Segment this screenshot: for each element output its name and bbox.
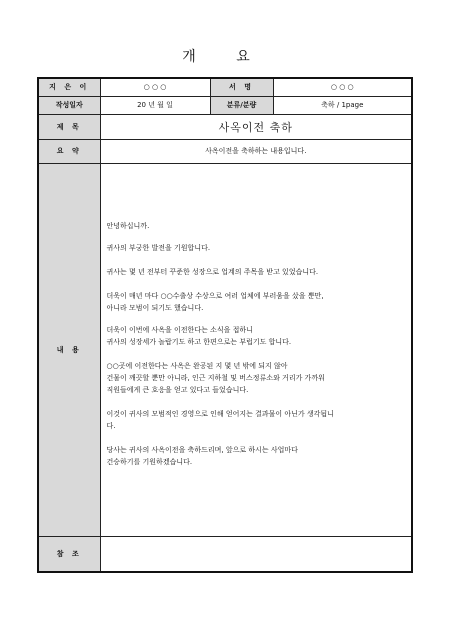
category-label: 분류/분량 xyxy=(210,96,273,114)
author-label: 지 은 이 xyxy=(38,78,100,96)
subject-label: 제 목 xyxy=(38,114,100,139)
date-row xyxy=(38,96,412,114)
author-value[interactable]: ○ ○ ○ xyxy=(100,78,210,96)
reference-row xyxy=(38,536,412,572)
content-paragraph xyxy=(107,360,406,396)
date-value[interactable]: 20 년 월 일 xyxy=(100,96,210,114)
sign-label: 서 명 xyxy=(210,78,273,96)
author-row xyxy=(38,78,412,96)
category-value[interactable]: 축하 / 1page xyxy=(273,96,412,114)
content-line: 안녕하십니까. xyxy=(106,221,150,230)
content-line: 다. xyxy=(106,421,116,430)
summary-row xyxy=(38,139,412,163)
content-line: 당사는 귀사의 사옥이전을 축하드리며, 앞으로 하시는 사업마다 xyxy=(106,445,298,454)
content-line: 건물이 깨끗할 뿐만 아니라, 인근 지하철 및 버스정류소와 거리가 가까워 xyxy=(106,373,325,382)
summary-form xyxy=(37,77,413,573)
summary-label: 요 약 xyxy=(38,139,100,163)
subject-value[interactable] xyxy=(100,114,412,139)
content-body[interactable] xyxy=(100,163,412,536)
reference-value[interactable] xyxy=(100,536,412,572)
content-paragraph xyxy=(107,290,406,314)
content-paragraphs xyxy=(107,220,406,468)
reference-label: 참 조 xyxy=(38,536,100,572)
content-line: 귀사의 부궁한 발전을 기원합니다. xyxy=(106,243,211,252)
subject-text: 사옥이전 축하 xyxy=(218,120,293,134)
content-line: 직원들에게 큰 호응을 얻고 있다고 들었습니다. xyxy=(106,385,249,394)
content-line: 이것이 귀사의 모범적인 경영으로 인해 얻어지는 결과물이 아닌가 생각됩니 xyxy=(106,409,334,418)
date-label: 작성일자 xyxy=(38,96,100,114)
content-paragraph xyxy=(107,324,406,348)
content-line: 건승하기를 기원하겠습니다. xyxy=(106,457,193,466)
summary-value[interactable]: 사옥이전을 축하하는 내용입니다. xyxy=(100,139,412,163)
content-line: 귀사는 몇 년 전부터 꾸준한 성장으로 업계의 주목을 받고 있었습니다. xyxy=(106,267,319,276)
content-line: 더욱이 매년 마다 ○○수출상 수상으로 여러 업체에 부러움을 샀을 뿐만, xyxy=(106,291,324,300)
content-line: 더욱이 이번에 사옥을 이전한다는 소식을 접하니 xyxy=(106,325,253,334)
content-paragraph xyxy=(107,408,406,432)
content-paragraph xyxy=(107,444,406,468)
sign-value[interactable]: ○ ○ ○ xyxy=(273,78,412,96)
content-line: 아니라 모범이 되기도 했습니다. xyxy=(106,303,204,312)
content-line: ○○곳에 이전한다는 사옥은 완공된 지 몇 년 밖에 되지 않아 xyxy=(106,361,288,370)
content-line: 귀사의 성장세가 놀랍기도 하고 한편으로는 부럽기도 합니다. xyxy=(106,337,292,346)
content-paragraph xyxy=(107,242,406,254)
subject-row xyxy=(38,114,412,139)
content-paragraph xyxy=(107,220,406,232)
content-row xyxy=(38,163,412,536)
content-paragraph xyxy=(107,266,406,278)
page-title: 개 요 xyxy=(182,49,268,65)
content-label: 내 용 xyxy=(38,163,100,536)
